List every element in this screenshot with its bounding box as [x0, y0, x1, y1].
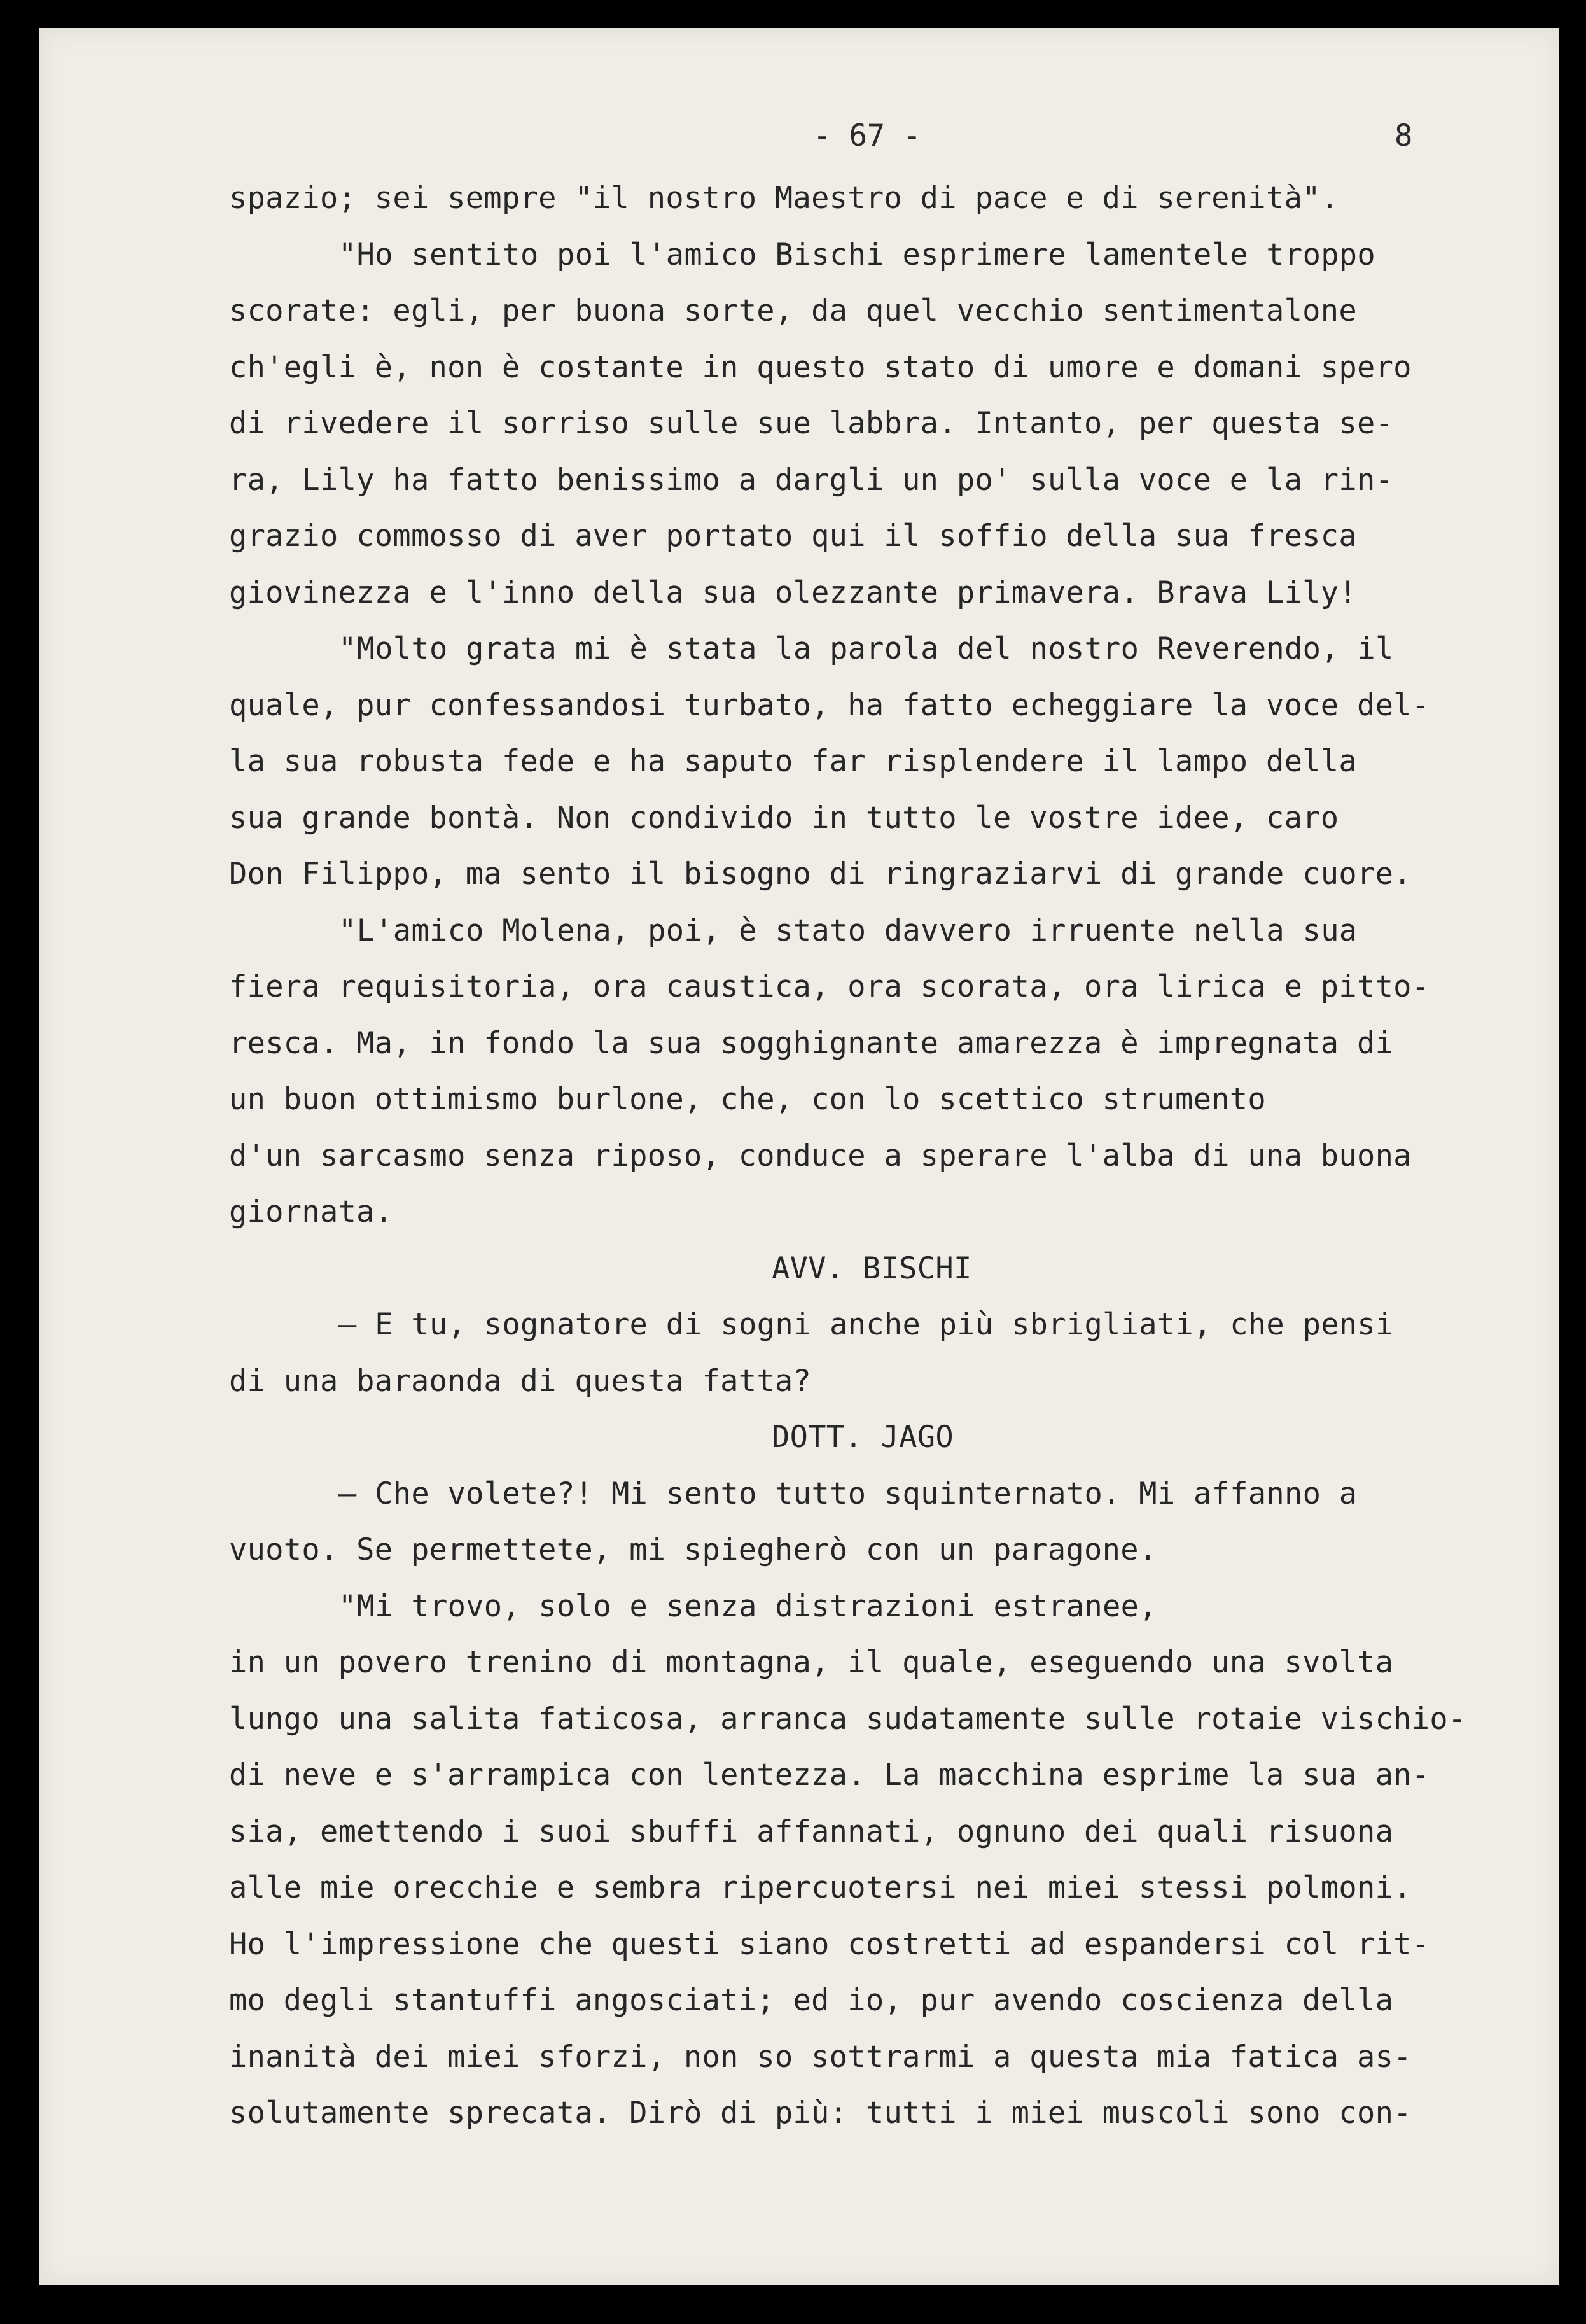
- text-line: alle mie orecchie e sembra ripercuotersi nei miei stessi polmoni.: [229, 1870, 1412, 1905]
- text-line: inanità dei miei sforzi, non so sottrarmi a questa mia fatica as-: [229, 2039, 1412, 2075]
- text-line: Don Filippo, ma sento il bisogno di ringraziarvi di grande cuore.: [229, 857, 1412, 892]
- text-line: resca. Ma, in fondo la sua sogghignante amarezza è impregnata di: [229, 1025, 1394, 1061]
- text-line: scorate: egli, per buona sorte, da quel vecchio sentimentalone: [229, 293, 1357, 328]
- text-line: solutamente sprecata. Dirò di più: tutti i miei muscoli sono con-: [229, 2096, 1412, 2131]
- text-line: fiera requisitoria, ora caustica, ora scorata, ora lirica e pitto-: [229, 969, 1430, 1004]
- text-line: "Molto grata mi è stata la parola del nostro Reverendo, il: [338, 631, 1394, 666]
- text-line: mo degli stantuffi angosciati; ed io, pur avendo coscienza della: [229, 1983, 1394, 2018]
- page-header: [39, 99, 1559, 153]
- text-line: di rivedere il sorriso sulle sue labbra. Intanto, per questa se-: [229, 406, 1394, 441]
- text-line: grazio commosso di aver portato qui il soffio della sua fresca: [229, 519, 1357, 554]
- body-text: [229, 171, 1552, 2142]
- text-line: d'un sarcasmo senza riposo, conduce a sperare l'alba di una buona: [229, 1138, 1412, 1173]
- sheet-number: 8: [1395, 118, 1413, 153]
- text-line: ra, Lily ha fatto benissimo a dargli un po' sulla voce e la rin-: [229, 462, 1394, 498]
- speaker-heading: AVV. BISCHI: [772, 1250, 972, 1286]
- text-line: "L'amico Molena, poi, è stato davvero irruente nella sua: [338, 913, 1358, 948]
- text-line: quale, pur confessandosi turbato, ha fatto echeggiare la voce del-: [229, 687, 1430, 723]
- text-line: — Che volete?! Mi sento tutto squinternato. Mi affanno a: [338, 1476, 1358, 1511]
- text-line: giovinezza e l'inno della sua olezzante primavera. Brava Lily!: [229, 575, 1357, 610]
- text-line: "Ho sentito poi l'amico Bischi esprimere lamentele troppo: [338, 237, 1375, 272]
- text-line: "Mi trovo, solo e senza distrazioni estranee,: [338, 1588, 1157, 1624]
- text-line: spazio; sei sempre "il nostro Maestro di pace e di serenità".: [229, 181, 1339, 216]
- text-line: di neve e s'arrampica con lentezza. La macchina esprime la sua an-: [229, 1758, 1430, 1793]
- text-line: Ho l'impressione che questi siano costretti ad espandersi col rit-: [229, 1926, 1430, 1962]
- text-line: sua grande bontà. Non condivido in tutto le vostre idee, caro: [229, 800, 1339, 836]
- speaker-heading: DOTT. JAGO: [772, 1420, 954, 1455]
- text-line: — E tu, sognatore di sogni anche più sbrigliati, che pensi: [338, 1307, 1394, 1342]
- text-line: di una baraonda di questa fatta?: [229, 1363, 812, 1399]
- text-line: lungo una salita faticosa, arranca sudatamente sulle rotaie vischio-: [229, 1701, 1466, 1737]
- page-number: - 67 -: [813, 118, 921, 153]
- text-line: in un povero trenino di montagna, il quale, eseguendo una svolta: [229, 1645, 1394, 1680]
- text-line: un buon ottimismo burlone, che, con lo scettico strumento: [229, 1082, 1266, 1117]
- text-line: giornata.: [229, 1194, 393, 1229]
- text-line: ch'egli è, non è costante in questo stato di umore e domani spero: [229, 349, 1412, 385]
- text-line: la sua robusta fede e ha saputo far risplendere il lampo della: [229, 744, 1357, 779]
- text-line: vuoto. Se permettete, mi spiegherò con un paragone.: [229, 1532, 1157, 1567]
- text-line: sia, emettendo i suoi sbuffi affannati, ognuno dei quali risuona: [229, 1814, 1394, 1849]
